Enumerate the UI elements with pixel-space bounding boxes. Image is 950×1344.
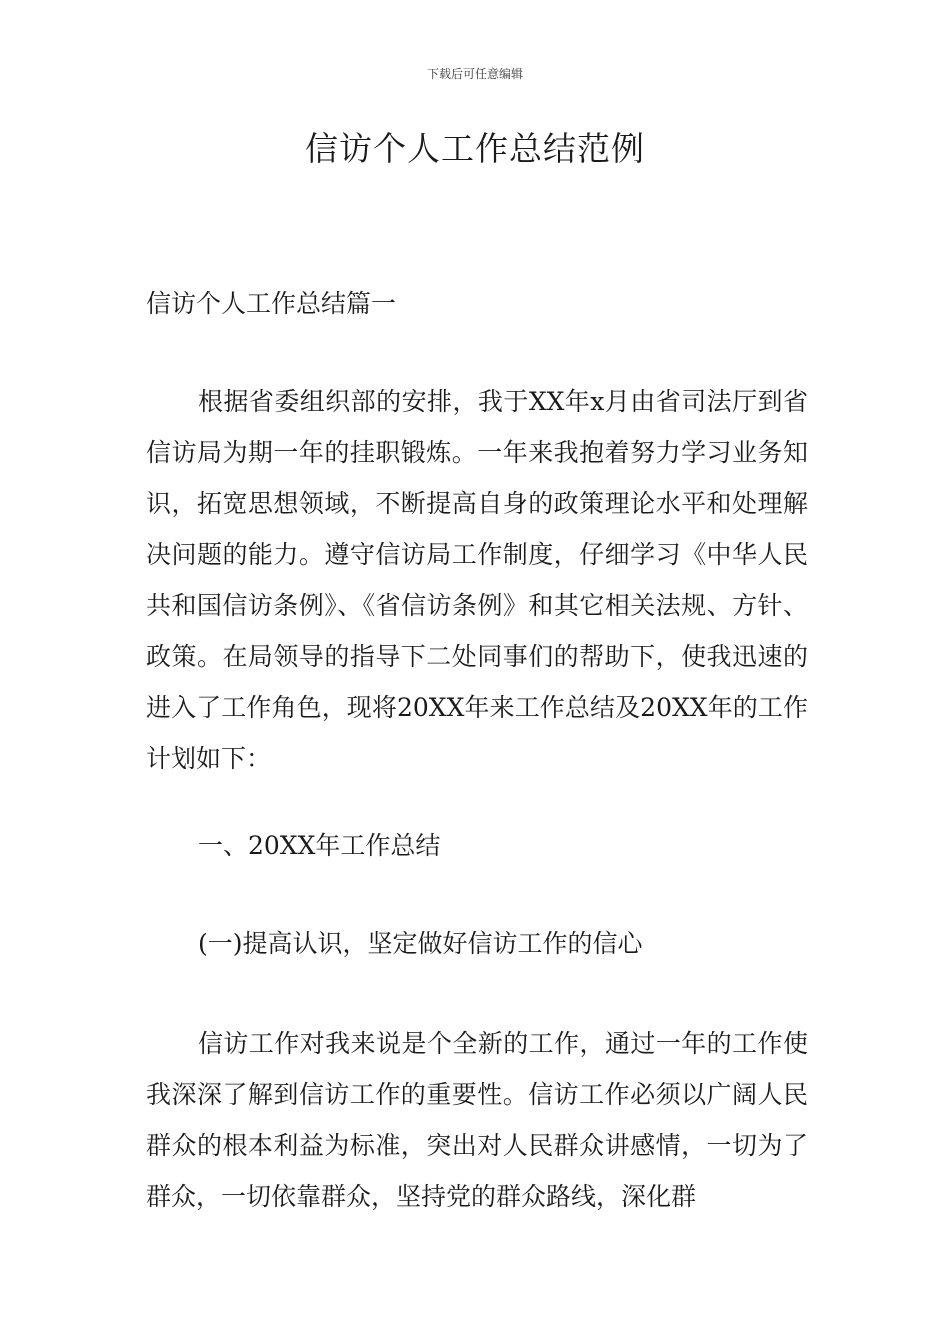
- paragraph-1: 根据省委组织部的安排，我于XX年x月由省司法厅到省信访局为期一年的挂职锻炼。一年来我抱着努力学习业务知识，拓宽思想领域，不断提高自身的政策理论水平和处理解决问题的能力。遵守信访局工作制度，仔细学习《中华人民共和国信访条例》、《省信访条例》和其它相关法规、方针、政策。在局领导的指导下二处同事们的帮助下，使我迅速的进入了工作角色，现将20XX年来工作总结及20XX年的工作计划如下：: [146, 387, 808, 773]
- document-title: 信访个人工作总结范例: [305, 129, 645, 168]
- section-heading: 信访个人工作总结篇一: [146, 289, 397, 318]
- heading-subsection-1: (一)提高认识，坚定做好信访工作的信心: [198, 929, 643, 958]
- paragraph-2: 信访工作对我来说是个全新的工作，通过一年的工作使我深深了解到信访工作的重要性。信访工作必须以广阔人民群众的根本利益为标准，突出对人民群众讲感情，一切为了群众，一切依靠群众，坚持党的群众路线，深化群: [146, 1029, 808, 1211]
- header-note: 下载后可任意编辑: [426, 67, 523, 81]
- heading-work-summary: 一、20XX年工作总结: [198, 831, 441, 860]
